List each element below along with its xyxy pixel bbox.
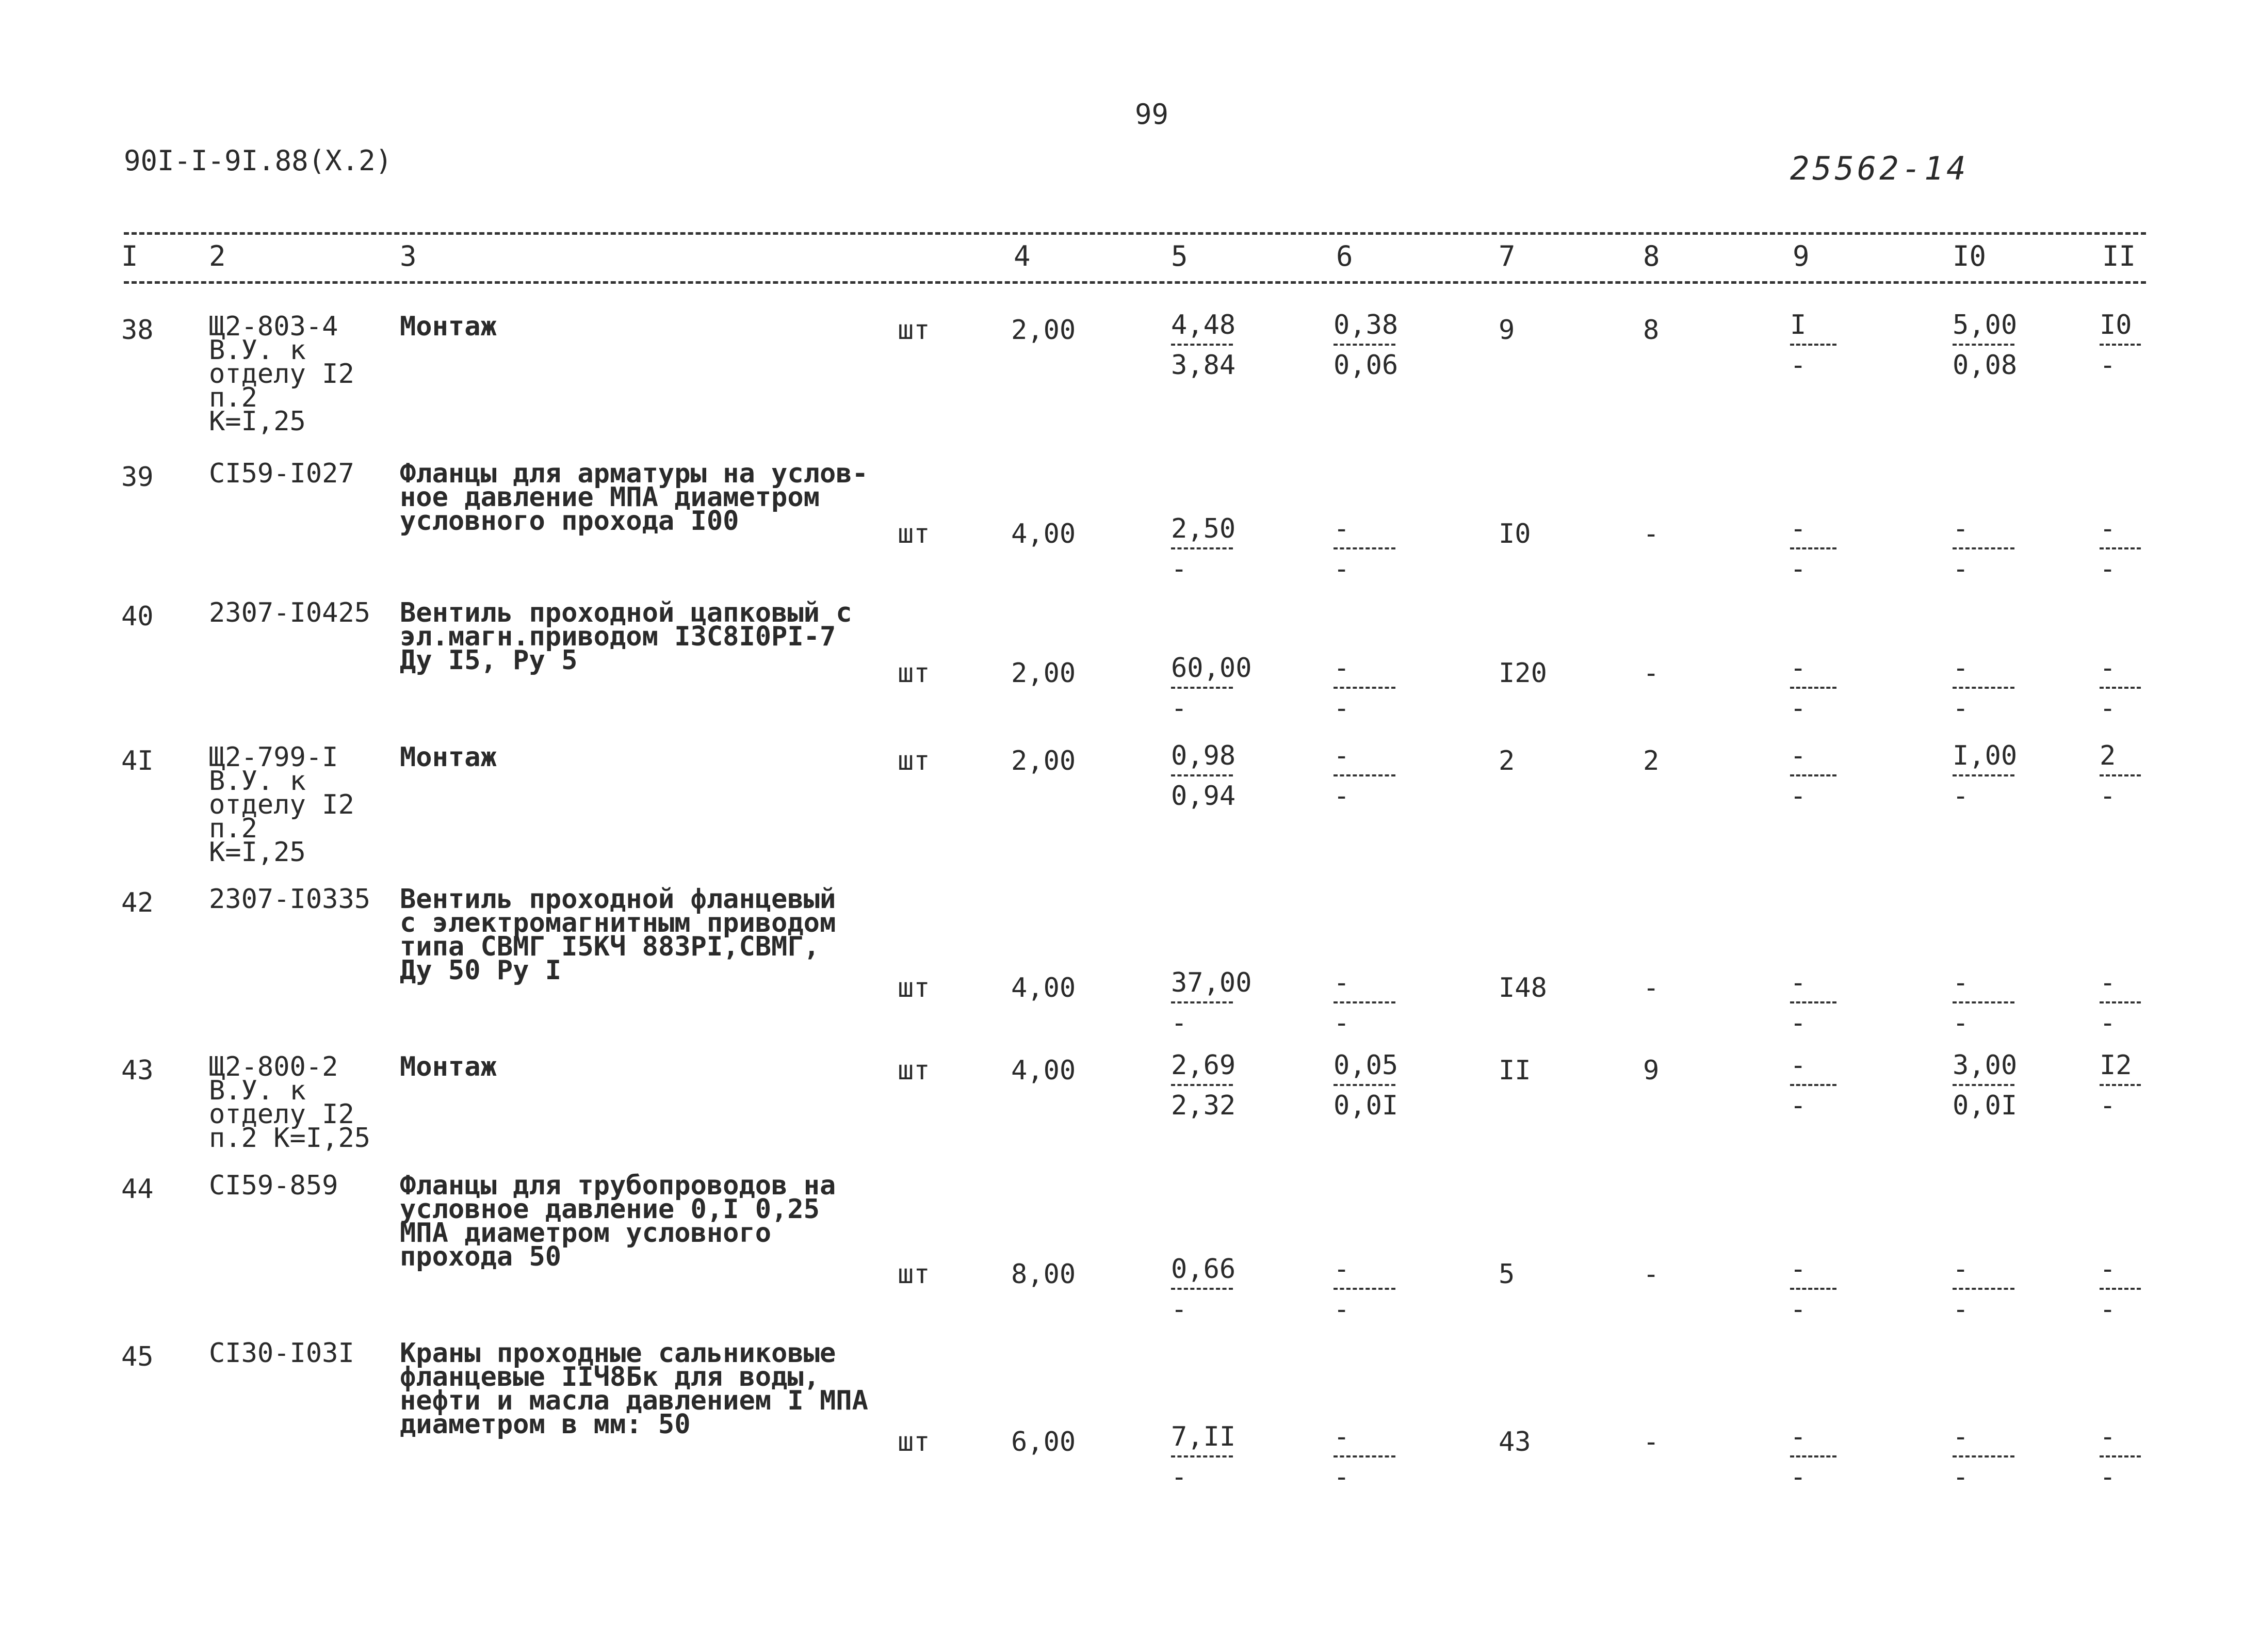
c11-fraction	[2100, 514, 2141, 584]
item-name-line: условного прохода I00	[400, 506, 739, 537]
fraction-bar	[1953, 1084, 2014, 1086]
c9-numerator: -	[1790, 740, 1807, 771]
unit: шт	[898, 1055, 930, 1086]
c9-denominator: -	[1790, 1294, 1807, 1325]
c11-fraction	[2100, 1051, 2141, 1120]
fraction-bar	[2100, 687, 2141, 689]
c6-denominator: 0,06	[1334, 350, 1399, 381]
fraction-bar	[1790, 1455, 1836, 1457]
fraction-bar	[1953, 687, 2014, 689]
page-number: 99	[1135, 98, 1169, 131]
fraction-bar	[1953, 1288, 2014, 1290]
c10-numerator: 3,00	[1953, 1050, 2018, 1081]
c11-fraction	[2100, 1422, 2141, 1492]
item-name-line: с электромагнитным приводом	[400, 908, 836, 938]
c9-fraction	[1790, 654, 1836, 723]
norm-code-line: CI59-859	[209, 1170, 338, 1201]
col-8-value: -	[1643, 1427, 1660, 1457]
fraction-bar	[2100, 344, 2141, 346]
fraction-bar	[1334, 1001, 1395, 1003]
c9-fraction	[1790, 514, 1836, 584]
fraction-bar	[1334, 1288, 1395, 1290]
c10-numerator: -	[1953, 1421, 1969, 1452]
c6-denominator: 0,0I	[1334, 1090, 1399, 1121]
c5-fraction	[1171, 513, 1236, 585]
unit: шт	[898, 519, 930, 549]
c11-fraction	[2100, 968, 2141, 1038]
col-7-value: 9	[1499, 315, 1515, 346]
c10-fraction	[1953, 968, 2014, 1038]
c11-numerator: -	[2100, 967, 2116, 998]
c5-fraction	[1171, 740, 1236, 812]
c10-fraction	[1953, 514, 2014, 584]
c6-numerator: -	[1334, 1421, 1350, 1452]
c5-fraction	[1171, 1421, 1236, 1493]
c5-numerator: 2,50	[1171, 513, 1236, 544]
c9-fraction	[1790, 1422, 1836, 1492]
c5-denominator: 2,32	[1171, 1090, 1236, 1121]
row-number: 38	[121, 315, 154, 346]
fraction-bar	[2100, 1001, 2141, 1003]
c6-fraction	[1334, 1255, 1395, 1324]
c11-denominator: -	[2100, 1008, 2116, 1039]
c5-denominator: 0,94	[1171, 781, 1236, 812]
col-8-value: 9	[1643, 1055, 1660, 1086]
c6-denominator: -	[1334, 781, 1350, 812]
fraction-bar	[1334, 547, 1395, 549]
unit: шт	[898, 1427, 930, 1457]
c11-numerator: I2	[2100, 1050, 2132, 1081]
c9-denominator: -	[1790, 1462, 1807, 1493]
col-header-11: II	[2102, 240, 2136, 272]
quantity: 8,00	[1011, 1259, 1076, 1290]
fraction-bar	[1953, 1001, 2014, 1003]
c9-numerator: -	[1790, 1254, 1807, 1285]
c10-numerator: -	[1953, 1254, 1969, 1285]
unit: шт	[898, 746, 930, 776]
fraction-bar	[1334, 344, 1395, 346]
norm-code	[209, 1338, 354, 1369]
norm-code-line: п.2 К=I,25	[209, 1123, 371, 1154]
c10-denominator: -	[1953, 1462, 1969, 1493]
norm-code-line: В.У. к	[209, 1075, 306, 1106]
document-id: 90I-I-9I.88(X.2)	[124, 144, 393, 177]
c11-numerator: -	[2100, 513, 2116, 544]
c6-denominator: -	[1334, 554, 1350, 585]
c5-numerator: 37,00	[1171, 967, 1252, 998]
norm-code-line: отделу I2	[209, 789, 354, 820]
c6-fraction	[1334, 654, 1395, 723]
col-8-value: 2	[1643, 746, 1660, 776]
quantity: 2,00	[1011, 658, 1076, 689]
c10-denominator: 0,0I	[1953, 1090, 2018, 1121]
item-name	[400, 1170, 836, 1272]
c5-fraction	[1171, 653, 1252, 724]
fraction-bar	[2100, 1084, 2141, 1086]
c10-fraction	[1953, 654, 2014, 723]
c11-numerator: 2	[2100, 740, 2116, 771]
item-name	[400, 311, 497, 342]
item-name	[400, 597, 852, 676]
c6-denominator: -	[1334, 693, 1350, 724]
c6-denominator: -	[1334, 1462, 1350, 1493]
row-number: 44	[121, 1174, 154, 1205]
c9-numerator: -	[1790, 1050, 1807, 1081]
c10-numerator: I,00	[1953, 740, 2018, 771]
c11-denominator: -	[2100, 1462, 2116, 1493]
c6-fraction	[1334, 1422, 1395, 1492]
col-7-value: II	[1499, 1055, 1531, 1086]
norm-code	[209, 458, 354, 489]
c10-denominator: -	[1953, 781, 1969, 812]
c5-numerator: 2,69	[1171, 1050, 1236, 1081]
c10-denominator: -	[1953, 693, 1969, 724]
item-name-line: прохода 50	[400, 1241, 562, 1272]
col-header-6: 6	[1336, 240, 1353, 272]
item-name-line: Монтаж	[400, 1051, 497, 1082]
fraction-bar	[1171, 1001, 1233, 1003]
c11-denominator: -	[2100, 350, 2116, 381]
norm-code-line: Щ2-799-I	[209, 742, 338, 773]
fraction-bar	[1790, 1288, 1836, 1290]
norm-code	[209, 311, 354, 437]
item-name	[400, 1338, 868, 1440]
c5-numerator: 60,00	[1171, 653, 1252, 684]
c9-denominator: -	[1790, 350, 1807, 381]
c6-numerator: -	[1334, 967, 1350, 998]
col-7-value: 2	[1499, 746, 1515, 776]
fraction-bar	[1171, 344, 1233, 346]
c10-fraction	[1953, 740, 2018, 812]
item-name-line: условное давление 0,I 0,25	[400, 1194, 820, 1225]
item-name-line: МПА диаметром условного	[400, 1218, 772, 1249]
handwritten-number: 25562-14	[1790, 150, 1969, 187]
col-8-value: -	[1643, 519, 1660, 549]
c5-denominator: -	[1171, 1294, 1188, 1325]
c5-denominator: 3,84	[1171, 350, 1236, 381]
c5-numerator: 4,48	[1171, 310, 1236, 341]
item-name-line: типа СВМГ I5КЧ 883PI,СВМГ,	[400, 931, 820, 962]
c11-denominator: -	[2100, 554, 2116, 585]
fraction-bar	[1790, 1084, 1836, 1086]
norm-code-line: К=I,25	[209, 837, 306, 868]
c9-fraction	[1790, 1051, 1836, 1120]
norm-code-line: В.У. к	[209, 335, 306, 366]
c10-fraction	[1953, 1255, 2014, 1324]
c6-fraction	[1334, 514, 1395, 584]
fraction-bar	[1790, 1001, 1836, 1003]
row-number: 43	[121, 1055, 154, 1086]
col-7-value: 43	[1499, 1427, 1531, 1457]
c11-numerator: -	[2100, 1254, 2116, 1285]
c5-fraction	[1171, 1050, 1236, 1121]
c6-numerator: -	[1334, 1254, 1350, 1285]
c6-numerator: 0,38	[1334, 310, 1399, 341]
c6-fraction	[1334, 310, 1399, 381]
item-name-line: Ду 50 Ру I	[400, 955, 562, 986]
c6-numerator: 0,05	[1334, 1050, 1399, 1081]
c10-numerator: -	[1953, 513, 1969, 544]
quantity: 4,00	[1011, 519, 1076, 549]
norm-code	[209, 884, 371, 915]
quantity: 2,00	[1011, 315, 1076, 346]
norm-code-line: CI59-I027	[209, 458, 354, 489]
c10-fraction	[1953, 1050, 2018, 1121]
norm-code-line: К=I,25	[209, 406, 306, 437]
c11-fraction	[2100, 654, 2141, 723]
c5-numerator: 7,II	[1171, 1421, 1236, 1452]
c5-fraction	[1171, 1254, 1236, 1325]
quantity: 4,00	[1011, 973, 1076, 1003]
fraction-bar	[2100, 774, 2141, 776]
c6-numerator: -	[1334, 740, 1350, 771]
col-header-2: 2	[209, 240, 226, 272]
c9-numerator: -	[1790, 653, 1807, 684]
fraction-bar	[1790, 547, 1836, 549]
fraction-bar	[1953, 344, 2014, 346]
c9-denominator: -	[1790, 781, 1807, 812]
fraction-bar	[1171, 1084, 1233, 1086]
item-name	[400, 742, 497, 773]
header-bottom-rule	[124, 281, 2146, 284]
c5-fraction	[1171, 967, 1252, 1039]
c9-denominator: -	[1790, 554, 1807, 585]
c6-fraction	[1334, 741, 1395, 811]
fraction-bar	[1334, 1455, 1395, 1457]
col-header-5: 5	[1171, 240, 1188, 272]
norm-code-line: п.2	[209, 382, 257, 413]
unit: шт	[898, 315, 930, 346]
c6-fraction	[1334, 968, 1395, 1038]
col-header-10: I0	[1953, 240, 1987, 272]
norm-code	[209, 742, 354, 868]
col-header-7: 7	[1499, 240, 1516, 272]
fraction-bar	[1953, 1455, 2014, 1457]
c9-denominator: -	[1790, 1008, 1807, 1039]
unit: шт	[898, 658, 930, 689]
c11-denominator: -	[2100, 1294, 2116, 1325]
c9-denominator: -	[1790, 693, 1807, 724]
c5-denominator: -	[1171, 1008, 1188, 1039]
item-name	[400, 458, 868, 537]
c11-numerator: -	[2100, 653, 2116, 684]
fraction-bar	[1953, 547, 2014, 549]
c9-fraction	[1790, 311, 1836, 380]
c6-numerator: -	[1334, 653, 1350, 684]
item-name-line: эл.магн.приводом I3C8I0PI-7	[400, 621, 836, 652]
c11-denominator: -	[2100, 693, 2116, 724]
item-name-line: Монтаж	[400, 311, 497, 342]
norm-code-line: Щ2-800-2	[209, 1051, 338, 1082]
c11-denominator: -	[2100, 781, 2116, 812]
item-name-line: Краны проходные сальниковые	[400, 1338, 836, 1369]
col-header-4: 4	[1014, 240, 1031, 272]
norm-code-line: В.У. к	[209, 766, 306, 797]
c11-numerator: -	[2100, 1421, 2116, 1452]
c5-numerator: 0,98	[1171, 740, 1236, 771]
c5-fraction	[1171, 310, 1236, 381]
unit: шт	[898, 973, 930, 1003]
c11-fraction	[2100, 1255, 2141, 1324]
item-name-line: фланцевые IIЧ8Бк для воды,	[400, 1362, 820, 1392]
c11-denominator: -	[2100, 1090, 2116, 1121]
c11-fraction	[2100, 311, 2141, 380]
fraction-bar	[2100, 1288, 2141, 1290]
fraction-bar	[1171, 547, 1233, 549]
fraction-bar	[1334, 687, 1395, 689]
col-8-value: -	[1643, 973, 1660, 1003]
c5-denominator: -	[1171, 554, 1188, 585]
col-8-value: -	[1643, 658, 1660, 689]
norm-code-line: отделу I2	[209, 1099, 354, 1130]
item-name-line: нефти и масла давлением I МПА	[400, 1385, 868, 1416]
fraction-bar	[2100, 547, 2141, 549]
norm-code-line: отделу I2	[209, 359, 354, 390]
row-number: 40	[121, 601, 154, 632]
row-number: 42	[121, 887, 154, 918]
c6-denominator: -	[1334, 1008, 1350, 1039]
item-name-line: Фланцы для трубопроводов на	[400, 1170, 836, 1201]
c5-denominator: -	[1171, 693, 1188, 724]
fraction-bar	[1790, 774, 1836, 776]
col-7-value: I20	[1499, 658, 1547, 689]
fraction-bar	[2100, 1455, 2141, 1457]
fraction-bar	[1953, 774, 2014, 776]
norm-code-line: п.2	[209, 813, 257, 844]
c10-numerator: 5,00	[1953, 310, 2018, 341]
c9-fraction	[1790, 968, 1836, 1038]
item-name-line: Фланцы для арматуры на услов-	[400, 458, 868, 489]
c10-denominator: -	[1953, 1294, 1969, 1325]
item-name	[400, 884, 836, 986]
fraction-bar	[1790, 687, 1836, 689]
c10-fraction	[1953, 310, 2018, 381]
item-name-line: диаметром в мм: 50	[400, 1409, 691, 1440]
col-header-9: 9	[1793, 240, 1810, 272]
fraction-bar	[1171, 687, 1233, 689]
col-8-value: -	[1643, 1259, 1660, 1290]
fraction-bar	[1171, 1288, 1233, 1290]
col-7-value: I0	[1499, 519, 1531, 549]
norm-code-line: 2307-I0425	[209, 597, 371, 628]
col-header-1: I	[121, 240, 138, 272]
c6-denominator: -	[1334, 1294, 1350, 1325]
norm-code-line: CI30-I03I	[209, 1338, 354, 1369]
unit: шт	[898, 1259, 930, 1290]
fraction-bar	[1334, 774, 1395, 776]
c10-denominator: -	[1953, 1008, 1969, 1039]
quantity: 2,00	[1011, 746, 1076, 776]
c11-numerator: I0	[2100, 310, 2132, 341]
col-header-8: 8	[1643, 240, 1660, 272]
quantity: 6,00	[1011, 1427, 1076, 1457]
c10-numerator: -	[1953, 653, 1969, 684]
item-name	[400, 1051, 497, 1082]
c11-fraction	[2100, 741, 2141, 811]
c5-numerator: 0,66	[1171, 1254, 1236, 1285]
norm-code-line: Щ2-803-4	[209, 311, 338, 342]
c9-numerator: -	[1790, 513, 1807, 544]
col-8-value: 8	[1643, 315, 1660, 346]
c6-fraction	[1334, 1050, 1399, 1121]
item-name-line: Вентиль проходной цапковый с	[400, 597, 852, 628]
fraction-bar	[1334, 1084, 1395, 1086]
c10-fraction	[1953, 1422, 2014, 1492]
fraction-bar	[1790, 344, 1836, 346]
c5-denominator: -	[1171, 1462, 1188, 1493]
fraction-bar	[1171, 774, 1233, 776]
c9-fraction	[1790, 741, 1836, 811]
item-name-line: Монтаж	[400, 742, 497, 773]
header-top-rule	[124, 232, 2146, 235]
row-number: 39	[121, 462, 154, 493]
row-number: 4I	[121, 746, 154, 776]
col-7-value: 5	[1499, 1259, 1515, 1290]
norm-code	[209, 1051, 371, 1154]
col-header-3: 3	[400, 240, 417, 272]
col-7-value: I48	[1499, 973, 1547, 1003]
c9-fraction	[1790, 1255, 1836, 1324]
c9-numerator: -	[1790, 967, 1807, 998]
quantity: 4,00	[1011, 1055, 1076, 1086]
norm-code-line: 2307-I0335	[209, 884, 371, 915]
c6-numerator: -	[1334, 513, 1350, 544]
norm-code	[209, 1170, 338, 1201]
item-name-line: Ду I5, Ру 5	[400, 645, 578, 676]
c9-numerator: I	[1790, 310, 1807, 341]
row-number: 45	[121, 1341, 154, 1372]
c9-denominator: -	[1790, 1090, 1807, 1121]
item-name-line: ное давление МПА диаметром	[400, 482, 820, 513]
c10-denominator: 0,08	[1953, 350, 2018, 381]
fraction-bar	[1171, 1455, 1233, 1457]
item-name-line: Вентиль проходной фланцевый	[400, 884, 836, 915]
c10-denominator: -	[1953, 554, 1969, 585]
norm-code	[209, 597, 371, 628]
c10-numerator: -	[1953, 967, 1969, 998]
c9-numerator: -	[1790, 1421, 1807, 1452]
